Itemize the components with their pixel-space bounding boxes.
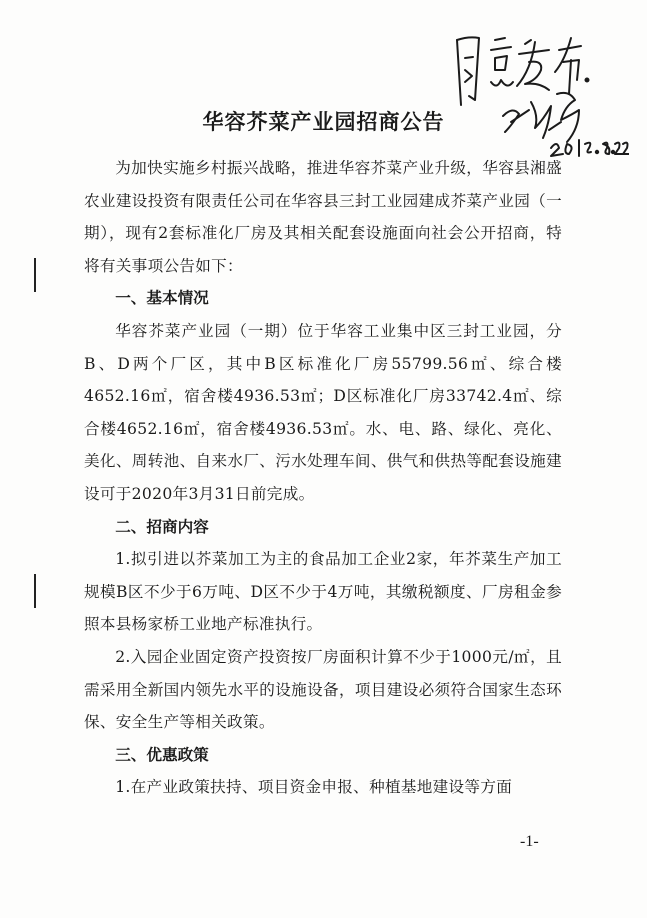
- section-paragraph: 1.在产业政策扶持、项目资金申报、种植基地建设等方面: [115, 778, 513, 797]
- page-title: 华容芥菜产业园招商公告: [202, 110, 445, 134]
- binding-mark: [34, 574, 36, 608]
- document-body: [84, 152, 562, 804]
- section-paragraph: 华容芥菜产业园（一期）位于华容工业集中区三封工业园，分B、D两个厂区，其中B区标准化厂房55799.56㎡、综合楼4652.16㎡，宿舍楼4936.53㎡；D区标准化厂房33742.4㎡、综合楼4652.16㎡，宿舍楼4936.53㎡。水、电、路、绿化、亮化、美化、周转池、自来水厂、污水处理车间、供气和供热等配套设施建设可于2020年3月31日前完成。: [84, 321, 562, 503]
- section-paragraph: 2.入园企业固定资产投资按厂房面积计算不少于1000元/㎡，且需采用全新国内领先水平的设施设备，项目建设必须符合国家生态环保、安全生产等相关政策。: [84, 647, 562, 732]
- section-heading: 一、基本情况: [115, 289, 209, 308]
- page-number: -1-: [520, 833, 539, 850]
- section-paragraph: 1.拟引进以芥菜加工为主的食品加工企业2家，年芥菜生产加工规模B区不少于6万吨、D区不少于4万吨，其缴税额度、厂房租金参照本县杨家桥工业地产标准执行。: [84, 550, 562, 634]
- intro-paragraph: 为加快实施乡村振兴战略，推进华容芥菜产业升级，华容县湘盛农业建设投资有限责任公司在华容县三封工业园建成芥菜产业园（一期），现有2套标准化厂房及其相关配套设施面向社会公开招商，特将有关事项公告如下：: [84, 159, 562, 275]
- handwritten-signature-image: [439, 10, 629, 160]
- section-heading: 二、招商内容: [115, 517, 209, 536]
- binding-mark: [34, 258, 36, 292]
- section-heading: 三、优惠政策: [115, 745, 209, 764]
- handwritten-approval: [439, 10, 629, 160]
